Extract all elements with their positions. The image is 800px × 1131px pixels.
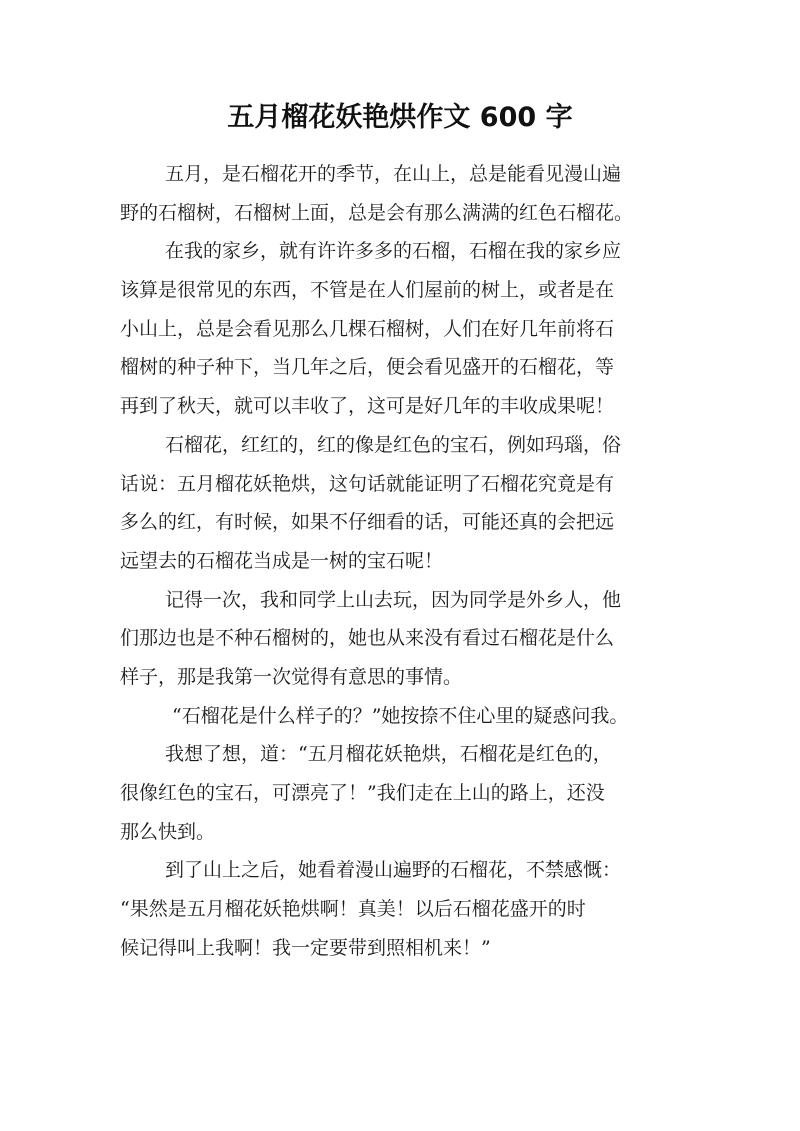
paragraph-4-line-2: 们那边也是不种石榴树的，她也从来没有看过石榴花是什么 [120,627,615,650]
paragraph-2-line-5: 再到了秋天，就可以丰收了，这可是好几年的丰收成果呢！ [120,395,615,418]
paragraph-4-line-1: 记得一次，我和同学上山去玩，因为同学是外乡人，他 [165,588,622,611]
paragraph-2-line-1: 在我的家乡，就有许许多多的石榴，石榴在我的家乡应 [165,240,622,263]
document-title: 五月榴花妖艳烘作文 600 字 [227,102,573,133]
paragraph-6-line-1: 我想了想，道：“五月榴花妖艳烘，石榴花是红色的， [165,743,612,766]
paragraph-7-line-1: 到了山上之后，她看着漫山遍野的石榴花，不禁感慨： [165,859,622,882]
paragraph-2-line-2: 该算是很常见的东西，不管是在人们屋前的树上，或者是在 [120,279,615,302]
paragraph-1-line-2: 野的石榴树，石榴树上面，总是会有那么满满的红色石榴花。 [120,201,634,224]
document-body [120,155,690,967]
paragraph-5-line-1: “石榴花是什么样子的？”她按捺不住心里的疑惑问我。 [172,704,629,727]
paragraph-7-line-3: 候记得叫上我啊！我一定要带到照相机来！” [120,936,491,959]
paragraph-6-line-2: 很像红色的宝石，可漂亮了！”我们走在上山的路上，还没 [120,782,605,804]
paragraph-2-line-4: 榴树的种子种下，当几年之后，便会看见盛开的石榴花，等 [120,356,615,379]
paragraph-7-line-2: “果然是五月榴花妖艳烘啊！真美！以后石榴花盛开的时 [120,898,586,921]
paragraph-4-line-3: 样子，那是我第一次觉得有意思的事情。 [120,665,463,688]
paragraph-1-line-1: 五月，是石榴花开的季节，在山上，总是能看见漫山遍 [165,163,622,185]
paragraph-3-line-2: 话说：五月榴花妖艳烘，这句话就能证明了石榴花究竟是有 [120,472,615,495]
paragraph-2-line-3: 小山上，总是会看见那么几棵石榴树，人们在好几年前将石 [120,317,615,340]
paragraph-3-line-1: 石榴花，红红的，红的像是红色的宝石，例如玛瑙，俗 [165,433,622,456]
paragraph-6-line-3: 那么快到。 [120,820,216,843]
paragraph-3-line-4: 远望去的石榴花当成是一树的宝石呢！ [120,549,444,572]
paragraph-3-line-3: 多么的红，有时候，如果不仔细看的话，可能还真的会把远 [120,511,615,534]
